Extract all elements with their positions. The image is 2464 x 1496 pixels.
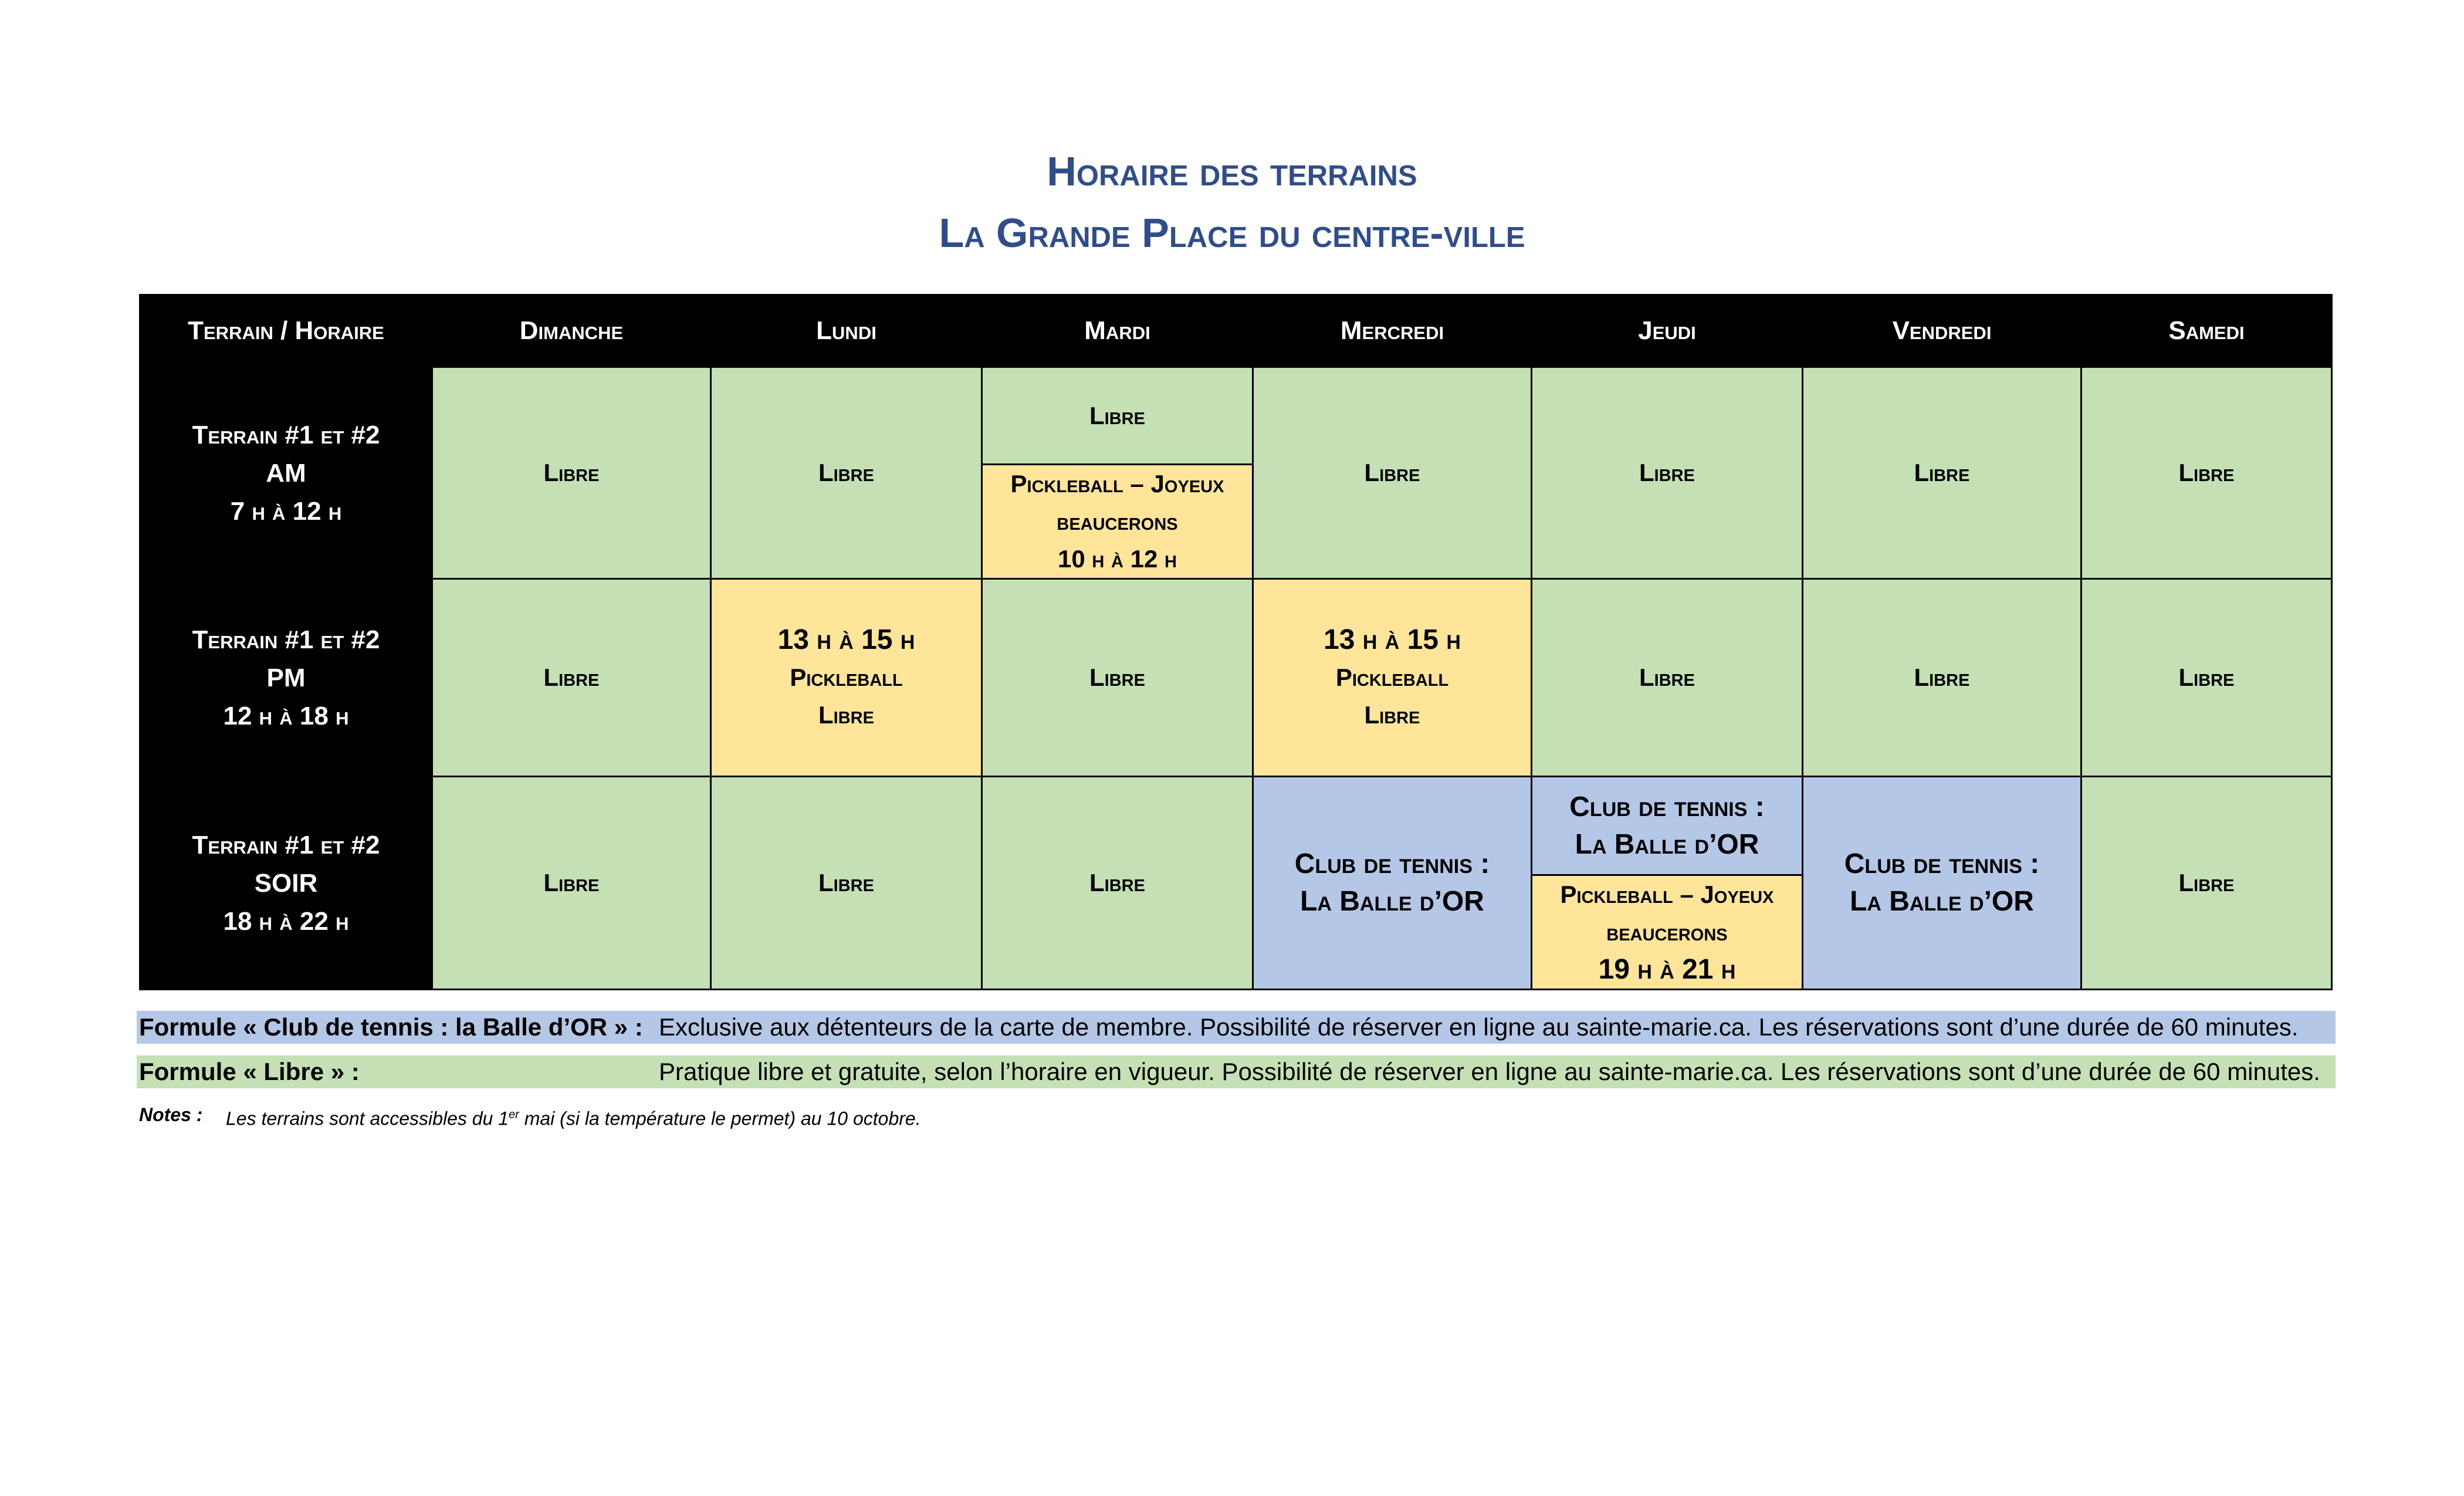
- row-head-hours: 18 h à 22 h: [223, 906, 349, 936]
- cell-pm-lundi: [711, 579, 982, 777]
- formula-tennis: [137, 1011, 2336, 1044]
- notes-label: Notes :: [139, 1104, 203, 1125]
- cell-pm-mardi: Libre: [982, 579, 1253, 777]
- table-row: [140, 777, 2332, 875]
- formula-libre-text: Pratique libre et gratuite, selon l’horaire en vigueur. Possibilité de réserver en ligne au sainte-marie.ca. Les réservations sont d’une durée de 60 minutes.: [659, 1058, 2320, 1085]
- notes: [139, 1100, 921, 1129]
- formula-tennis-text: Exclusive aux détenteurs de la carte de membre. Possibilité de réserver en ligne au sainte-marie.ca. Les réservations sont d’une durée de 60 minutes.: [659, 1013, 2299, 1041]
- cell-line: beaucerons: [1606, 918, 1728, 946]
- row-head-terrain: Terrain #1 et #2: [192, 625, 380, 654]
- cell-line: Club de tennis :: [1294, 848, 1490, 879]
- row-head-hours: 7 h à 12 h: [230, 496, 342, 526]
- header-vendredi: Vendredi: [1803, 295, 2081, 367]
- cell-line: Libre: [818, 701, 874, 729]
- cell-soir-lundi: Libre: [711, 777, 982, 990]
- row-head-am: [140, 367, 432, 579]
- header-dimanche: Dimanche: [432, 295, 711, 367]
- cell-am-mardi-pickleball: [982, 465, 1253, 579]
- cell-line: Pickleball – Joyeux: [1010, 470, 1224, 497]
- row-head-period: SOIR: [254, 868, 318, 898]
- cell-line: La Balle d’OR: [1850, 886, 2034, 917]
- cell-line: 19 h à 21 h: [1598, 954, 1736, 985]
- header-terrain: Terrain / Horaire: [140, 295, 432, 367]
- cell-line: Pickleball – Joyeux: [1560, 881, 1774, 908]
- cell-soir-samedi: Libre: [2081, 777, 2332, 990]
- notes-superscript: er: [509, 1108, 519, 1121]
- cell-line: 13 h à 15 h: [1324, 624, 1461, 655]
- formula-libre-label: Formule « Libre » :: [139, 1058, 360, 1085]
- table-row: [140, 579, 2332, 777]
- cell-soir-dimanche: Libre: [432, 777, 711, 990]
- formula-tennis-label: Formule « Club de tennis : la Balle d’OR » :: [139, 1013, 643, 1041]
- row-head-hours: 12 h à 18 h: [223, 701, 349, 730]
- schedule-table: [139, 294, 2333, 990]
- header-mardi: Mardi: [982, 295, 1253, 367]
- cell-line: 10 h à 12 h: [1058, 545, 1177, 573]
- cell-line: Pickleball: [1335, 664, 1449, 691]
- page-title: Horaire des terrains: [1047, 148, 1417, 194]
- cell-line: Club de tennis :: [1844, 848, 2040, 879]
- notes-text-part: Les terrains sont accessibles du 1: [226, 1108, 509, 1129]
- header-mercredi: Mercredi: [1253, 295, 1532, 367]
- table-header-row: [140, 295, 2332, 367]
- cell-line: beaucerons: [1057, 507, 1178, 535]
- cell-soir-mardi: Libre: [982, 777, 1253, 990]
- cell-soir-mercredi: [1253, 777, 1532, 990]
- notes-text: [226, 1100, 921, 1133]
- cell-pm-samedi: Libre: [2081, 579, 2332, 777]
- row-head-period: PM: [266, 663, 306, 692]
- cell-line: 13 h à 15 h: [777, 624, 915, 655]
- cell-am-mercredi: Libre: [1253, 367, 1532, 579]
- cell-line: Libre: [1364, 701, 1420, 729]
- cell-am-lundi: Libre: [711, 367, 982, 579]
- cell-line: La Balle d’OR: [1300, 886, 1484, 917]
- cell-line: Pickleball: [790, 664, 903, 691]
- cell-am-dimanche: Libre: [432, 367, 711, 579]
- cell-line: La Balle d’OR: [1575, 828, 1759, 860]
- row-head-terrain: Terrain #1 et #2: [192, 830, 380, 859]
- cell-soir-jeudi-pickleball: [1532, 875, 1803, 990]
- cell-pm-vendredi: Libre: [1803, 579, 2081, 777]
- notes-text-part: mai (si la température le permet) au 10 octobre.: [519, 1108, 921, 1129]
- cell-am-mardi-top: Libre: [982, 367, 1253, 465]
- row-head-soir: [140, 777, 432, 990]
- cell-line: Club de tennis :: [1569, 791, 1765, 823]
- cell-am-samedi: Libre: [2081, 367, 2332, 579]
- cell-pm-dimanche: Libre: [432, 579, 711, 777]
- page-title-block: [0, 141, 2464, 264]
- formula-libre: [137, 1055, 2336, 1088]
- cell-am-vendredi: Libre: [1803, 367, 2081, 579]
- page-subtitle: La Grande Place du centre-ville: [939, 210, 1525, 256]
- header-lundi: Lundi: [711, 295, 982, 367]
- cell-pm-mercredi: [1253, 579, 1532, 777]
- cell-soir-jeudi-tennis: [1532, 777, 1803, 875]
- cell-soir-vendredi: [1803, 777, 2081, 990]
- row-head-period: AM: [266, 458, 306, 488]
- header-jeudi: Jeudi: [1532, 295, 1803, 367]
- cell-pm-jeudi: Libre: [1532, 579, 1803, 777]
- row-head-pm: [140, 579, 432, 777]
- header-samedi: Samedi: [2081, 295, 2332, 367]
- cell-am-jeudi: Libre: [1532, 367, 1803, 579]
- row-head-terrain: Terrain #1 et #2: [192, 420, 380, 449]
- table-row: [140, 367, 2332, 465]
